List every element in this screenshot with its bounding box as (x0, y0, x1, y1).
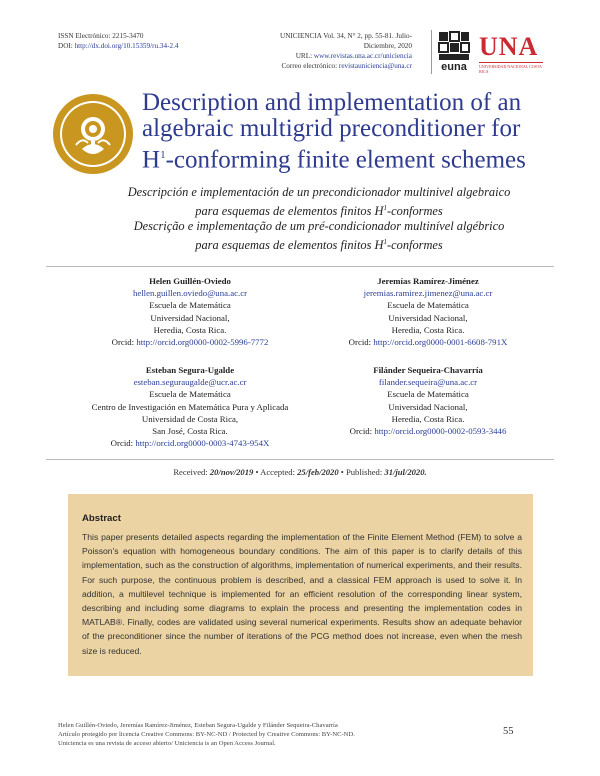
author-affiliation: Escuela de Matemática (387, 389, 469, 400)
author-orcid: Orcid: http://orcid.org0000-0003-4743-954X (110, 438, 270, 449)
journal-url: URL: www.revistas.una.ac.cr/uniciencia (295, 52, 412, 60)
author-affiliation: Heredia, Costa Rica. (153, 324, 227, 335)
footer-open-access: Uniciencia es una revista de acceso abierto/ Uniciencia is an Open Access Journal. (58, 740, 276, 747)
seal-icon (52, 93, 134, 175)
una-logo (479, 32, 543, 74)
portuguese-title-line-2: para esquemas de elementos finitos $H^1$-conformes (195, 237, 443, 253)
accepted-date: 25/feb/2020 (297, 467, 339, 477)
rule-top (46, 266, 554, 267)
doi-link[interactable]: http://dx.doi.org/10.15359/ru.34-2.4 (74, 42, 179, 50)
title-line-3: $H^1$-conforming finite element schemes (142, 146, 526, 174)
author-affiliation: Escuela de Matemática (387, 300, 469, 311)
euna-logo (437, 30, 471, 74)
page-footer (58, 721, 458, 748)
author-name: Esteban Segura-Ugalde (145, 365, 235, 375)
author-orcid: Orcid: http://orcid.org0000-0002-5996-7772 (111, 337, 269, 348)
header-left (58, 31, 178, 51)
page-number: 55 (503, 726, 514, 737)
author-affiliation: Universidad Nacional, (388, 401, 468, 412)
journal-email-link[interactable]: revistauniciencia@una.cr (338, 62, 412, 70)
doi: DOI: http://dx.doi.org/10.15359/ru.34-2.4 (58, 42, 179, 50)
orcid-link[interactable]: http://orcid.org0000-0003-4743-954X (135, 438, 270, 449)
una-wordmark: UNA (479, 32, 539, 61)
author-block (318, 364, 538, 437)
abstract-heading: Abstract (82, 513, 121, 524)
author-name: Jeremías Ramírez-Jiménez (377, 276, 479, 286)
received-date: 20/nov/2019 (209, 467, 254, 477)
una-logo-rule (479, 62, 543, 63)
author-email[interactable]: hellen.guillen.oviedo@una.ac.cr (132, 288, 248, 299)
orcid-link[interactable]: http://orcid.org0000-0002-0593-3446 (374, 426, 507, 437)
author-orcid: Orcid: http://orcid.org0000-0001-6608-791X (348, 337, 508, 348)
article-dates: Received: 20/nov/2019 • Accepted: 25/feb/2020 • Published: 31/jul/2020. (173, 467, 427, 477)
author-email[interactable]: jeremias.ramirez.jimenez@una.ac.cr (363, 288, 493, 299)
orcid-link[interactable]: http://orcid.org0000-0002-5996-7772 (136, 337, 269, 348)
author-affiliation: Heredia, Costa Rica. (391, 324, 465, 335)
footer-license: Artículo protegido por licencia Creative Commons: BY-NC-ND / Protected by Creative Commons: BY-NC-ND. (58, 731, 355, 738)
journal-url-link[interactable]: www.revistas.una.ac.cr/uniciencia (313, 52, 412, 60)
portuguese-title-line-1: Descrição e implementação de um pré-condicionador multinível algébrico (133, 219, 505, 234)
author-affiliation: Heredia, Costa Rica. (391, 413, 465, 424)
author-affiliation: Centro de Investigación en Matemática Pura y Aplicada (91, 401, 289, 412)
author-affiliation: Universidad Nacional, (150, 312, 230, 323)
published-date: 31/jul/2020. (384, 467, 427, 477)
spanish-title-line-1: Descripción e implementación de un precondicionador multinivel algebraico (127, 185, 511, 199)
euna-wordmark: euna (441, 61, 467, 73)
header-divider (431, 30, 432, 74)
author-email[interactable]: filander.sequeira@una.ac.cr (378, 377, 478, 388)
title-line-2: algebraic multigrid preconditioner for (142, 115, 521, 142)
article-title (142, 90, 542, 173)
una-subtitle: UNIVERSIDAD NACIONAL COSTA RICA (479, 64, 542, 74)
orcid-link[interactable]: http://orcid.org0000-0001-6608-791X (373, 337, 508, 348)
journal-issue: UNICIENCIA Vol. 34, N° 2, pp. 55-81. Julio-Diciembre, 2020 (280, 32, 412, 50)
journal-email: Correo electrónico: revistauniciencia@una.cr (281, 62, 412, 70)
spanish-title-line-2: para esquemas de elementos finitos $H^1$-conformes (195, 203, 443, 218)
header-journal-info (262, 31, 412, 71)
author-affiliation: Escuela de Matemática (149, 300, 231, 311)
author-affiliation: San José, Costa Rica. (152, 426, 228, 437)
journal-seal (52, 93, 134, 175)
author-affiliation: Universidad Nacional, (388, 312, 468, 323)
title-line-1: Description and implementation of an (142, 89, 522, 116)
issn: ISSN Electrónico: 2215-3470 (58, 32, 144, 40)
author-email[interactable]: esteban.seguraugalde@ucr.ac.cr (133, 377, 247, 388)
author-name: Filánder Sequeira-Chavarría (373, 365, 483, 375)
rule-bottom (46, 459, 554, 460)
abstract-body: This paper presents detailed aspects regarding the implementation of the Finite Element Method (FEM) to solve a Poisson's equation with homogeneous boundary conditions. The aim of this paper is to clarify details of this implementation, such as the construction of algorithms, implementation of numerical experiments, and their results. For such purpose, the continuous problem is described, and a classical FEM approach is used to solve it. In addition, a multilevel technique is implemented for an efficient resolution of the corresponding linear system, describing and including some diagrams to explain the process and presenting the implementation codes in MATLAB®. Finally, codes are validated using several numerical experiments. Results show an adequate behavior of the preconditioner since the number of iterations of the PCG method does not increase, even when the mesh size is reduced. (82, 532, 522, 656)
translated-titles (110, 185, 528, 254)
author-affiliation: Escuela de Matemática (149, 389, 231, 400)
author-block (80, 275, 300, 348)
author-orcid: Orcid: http://orcid.org0000-0002-0593-3446 (349, 426, 507, 437)
author-affiliation: Universidad de Costa Rica, (141, 413, 239, 424)
author-block (318, 275, 538, 348)
author-block (60, 364, 320, 449)
author-name: Helen Guillén-Oviedo (149, 276, 231, 286)
footer-authors: Helen Guillén-Oviedo, Jeremías Ramírez-Jiménez, Esteban Segura-Ugalde y Filánder Sequeira-Chavarría (58, 722, 338, 729)
